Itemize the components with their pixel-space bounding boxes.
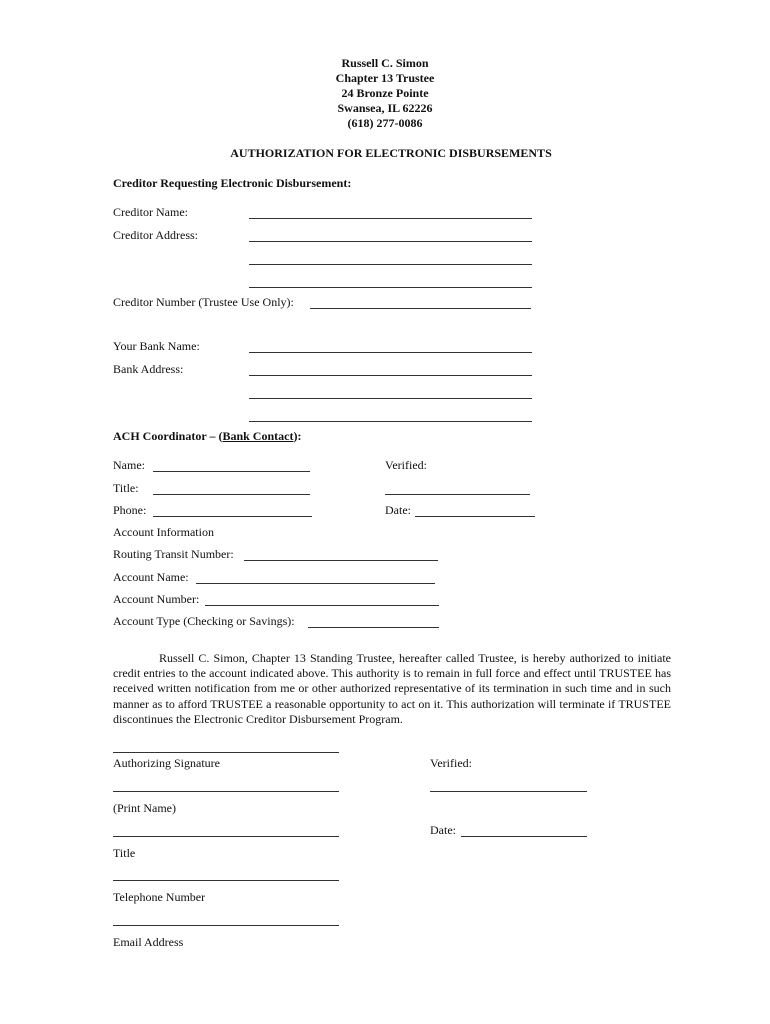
signature-verified-field[interactable] [430,791,587,792]
ach-verified-label: Verified: [385,458,427,472]
telephone-number-field[interactable] [113,880,339,881]
bank-address-field-1[interactable] [249,375,532,376]
email-address-label: Email Address [113,935,184,949]
account-type-field[interactable] [308,627,439,628]
creditor-name-field[interactable] [249,218,532,219]
ach-title-label: Title: [113,481,139,495]
authorizing-signature-field[interactable] [113,752,339,753]
ach-heading-suffix: ): [293,429,302,443]
creditor-number-label: Creditor Number (Trustee Use Only): [113,295,294,309]
signature-date-label: Date: [430,823,456,837]
bank-name-label: Your Bank Name: [113,339,200,353]
creditor-address-field-3[interactable] [249,287,532,288]
bank-name-field[interactable] [249,352,532,353]
telephone-number-label: Telephone Number [113,890,206,904]
ach-phone-field[interactable] [153,516,312,517]
creditor-address-field-1[interactable] [249,241,532,242]
email-address-field[interactable] [113,925,339,926]
account-type-label: Account Type (Checking or Savings): [113,614,295,628]
ach-title-field[interactable] [153,494,310,495]
ach-heading-bank-contact: Bank Contact [222,429,294,443]
creditor-name-label: Creditor Name: [113,205,188,219]
trustee-city: Swansea, IL 62226 [337,101,433,115]
ach-verified-field[interactable] [385,494,530,495]
ach-coordinator-heading [113,429,301,444]
bank-address-field-2[interactable] [249,398,532,399]
account-name-field[interactable] [196,583,435,584]
creditor-address-field-2[interactable] [249,264,532,265]
print-name-label: (Print Name) [113,801,176,815]
account-information-heading: Account Information [113,525,214,539]
authorizing-signature-label: Authorizing Signature [113,756,220,770]
bank-address-field-3[interactable] [249,421,532,422]
account-number-field[interactable] [205,605,439,606]
routing-number-field[interactable] [244,560,438,561]
title-field[interactable] [113,836,339,837]
ach-date-label: Date: [385,503,411,517]
account-name-label: Account Name: [113,570,189,584]
account-number-label: Account Number: [113,592,200,606]
creditor-section-heading: Creditor Requesting Electronic Disbursement: [113,176,352,190]
print-name-field[interactable] [113,791,339,792]
signature-date-field[interactable] [461,836,587,837]
ach-name-field[interactable] [153,471,310,472]
document-title: AUTHORIZATION FOR ELECTRONIC DISBURSEMENTS [230,146,552,160]
ach-heading-prefix: ACH Coordinator – ( [113,429,223,443]
ach-phone-label: Phone: [113,503,147,517]
bank-address-label: Bank Address: [113,362,184,376]
creditor-number-field[interactable] [310,308,531,309]
trustee-role: Chapter 13 Trustee [335,71,435,85]
authorization-paragraph [113,651,671,727]
creditor-address-label: Creditor Address: [113,228,198,242]
ach-date-field[interactable] [415,516,535,517]
authorization-text: Russell C. Simon, Chapter 13 Standing Trustee, hereafter called Trustee, is hereby authorized to initiate credit entries to the account indicated above. This authority is to remain in full force and effect until TRUSTEE has received written notification from me or other authorized representative of its termination in such time and in such manner as to afford TRUSTEE a reasonable opportunity to act on it. This authorization will terminate if TRUSTEE discontinues the Electronic Creditor Disbursement Program. [113,651,671,726]
ach-name-label: Name: [113,458,145,472]
title-label: Title [113,846,136,860]
trustee-phone: (618) 277-0086 [347,116,423,130]
trustee-street: 24 Bronze Pointe [341,86,429,100]
routing-number-label: Routing Transit Number: [113,547,234,561]
signature-verified-label: Verified: [430,756,472,770]
trustee-name: Russell C. Simon [341,56,429,70]
